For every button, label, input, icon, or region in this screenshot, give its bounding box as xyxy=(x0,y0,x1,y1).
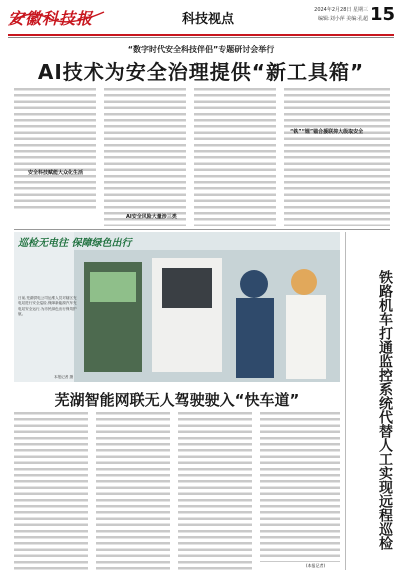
lower-story-column-4 xyxy=(260,410,340,562)
subhead-3: “铁”“锂”锚合援联抑大级取安全 xyxy=(290,129,364,135)
photo-credit: 本报记者 摄 xyxy=(54,375,74,379)
top-story-headline: AI技术为安全治理提供“新工具箱” xyxy=(37,60,365,84)
lower-story-column-2 xyxy=(96,410,170,570)
page-number: 15 xyxy=(370,4,396,25)
top-story-column-2 xyxy=(104,86,186,226)
masthead-rule-thin xyxy=(8,37,394,38)
lower-story-headline: 芜湖智能网联无人驾驶驶入“快车道” xyxy=(54,391,300,409)
top-story-kicker: “数字时代安全科技伴侣”专题研讨会举行 xyxy=(127,45,275,54)
lower-story-column-3 xyxy=(178,410,252,570)
issue-date: 2024年2月28日 星期三 xyxy=(314,7,368,13)
lower-story-column-1 xyxy=(14,410,88,570)
section-name: 科技视点 xyxy=(181,12,234,27)
top-story-column-4 xyxy=(284,86,390,226)
photo-caption: 日前,芜湖供电公司运维人员对辖区充电站进行安全巡检,保障新能源汽车充电站安全运行,为市民绿色出行保驾护航。 xyxy=(18,296,77,317)
subhead-1: 安全科技赋能大众化生活 xyxy=(28,170,84,176)
top-story-column-3 xyxy=(194,86,276,226)
side-story-headline: 铁路机车打通监控系统代替人工实现远程巡检 xyxy=(377,270,393,550)
top-story-column-1 xyxy=(14,86,96,212)
side-column-rule xyxy=(345,232,346,570)
newspaper-title: 安徽科技报 xyxy=(8,9,94,28)
subhead-2: AI安全风险大量涉三类 xyxy=(126,214,177,220)
lower-story-byline: (本报记者) xyxy=(306,563,326,568)
masthead xyxy=(8,4,394,34)
section-divider xyxy=(14,229,390,230)
photo-feature xyxy=(14,232,340,382)
photo-feature-title: 巡检无电往 保障绿色出行 xyxy=(18,238,132,249)
masthead-rule xyxy=(8,34,394,36)
editor-credit: 编辑:刘小萍 美编:孔超 xyxy=(318,16,368,22)
